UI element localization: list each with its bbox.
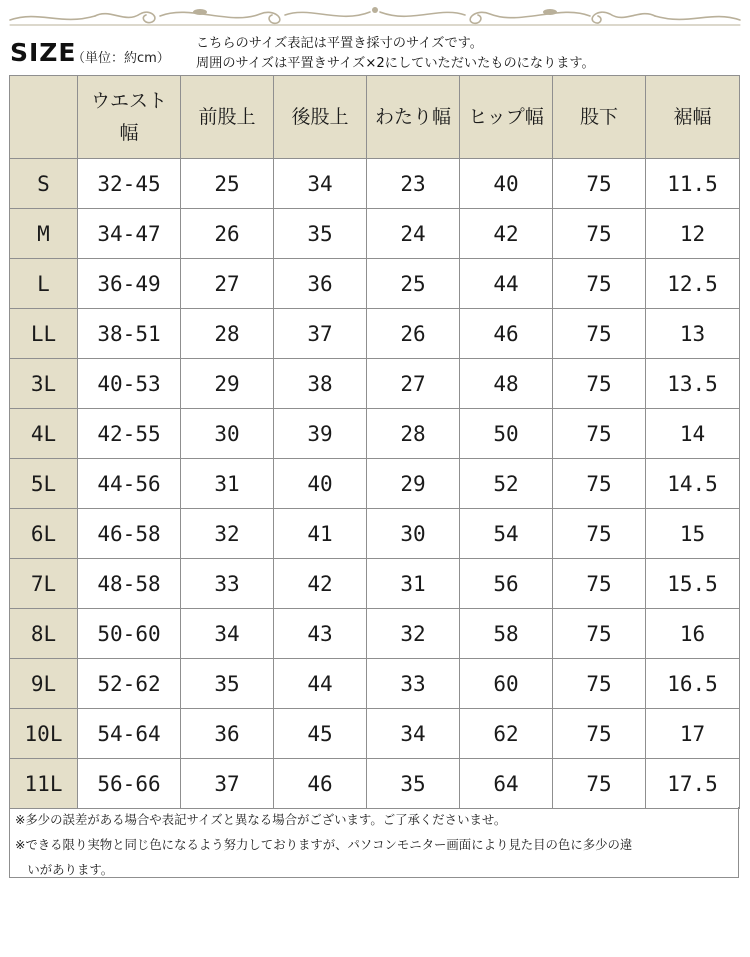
- table-cell: 16.5: [646, 659, 740, 709]
- table-cell: 52: [460, 459, 553, 509]
- table-row: [10, 759, 740, 809]
- table-cell: 75: [553, 459, 646, 509]
- table-cell: 13.5: [646, 359, 740, 409]
- table-cell: 28: [367, 409, 460, 459]
- table-cell: 28: [181, 309, 274, 359]
- table-cell: 56-66: [78, 759, 181, 809]
- measurement-note-line: こちらのサイズ表記は平置き採寸のサイズです。: [196, 36, 483, 51]
- table-cell: 75: [553, 709, 646, 759]
- size-label-cell: 3L: [10, 359, 78, 409]
- table-cell: 64: [460, 759, 553, 809]
- table-cell: 33: [367, 659, 460, 709]
- table-cell: 26: [367, 309, 460, 359]
- table-cell: 48-58: [78, 559, 181, 609]
- column-header-back-rise: 後股上: [274, 76, 367, 159]
- table-cell: 39: [274, 409, 367, 459]
- table-cell: 38: [274, 359, 367, 409]
- table-cell: 45: [274, 709, 367, 759]
- table-cell: 16: [646, 609, 740, 659]
- table-cell: 26: [181, 209, 274, 259]
- size-label-cell: 4L: [10, 409, 78, 459]
- table-cell: 50: [460, 409, 553, 459]
- table-cell: 32-45: [78, 159, 181, 209]
- table-cell: 37: [181, 759, 274, 809]
- table-cell: 75: [553, 209, 646, 259]
- table-cell: 41: [274, 509, 367, 559]
- table-cell: 58: [460, 609, 553, 659]
- table-cell: 30: [367, 509, 460, 559]
- table-cell: 75: [553, 559, 646, 609]
- table-cell: 30: [181, 409, 274, 459]
- column-header-thigh: わたり幅: [367, 76, 460, 159]
- table-cell: 34: [367, 709, 460, 759]
- unit-label: （単位：約cm）: [72, 51, 170, 66]
- table-cell: 56: [460, 559, 553, 609]
- decorative-flourish-border: [0, 0, 750, 32]
- table-cell: 75: [553, 309, 646, 359]
- table-row: [10, 709, 740, 759]
- table-header-row: [10, 76, 740, 159]
- table-cell: 33: [181, 559, 274, 609]
- table-cell: 40: [460, 159, 553, 209]
- table-cell: 42: [460, 209, 553, 259]
- table-cell: 54-64: [78, 709, 181, 759]
- table-cell: 29: [367, 459, 460, 509]
- table-cell: 37: [274, 309, 367, 359]
- table-cell: 75: [553, 259, 646, 309]
- table-cell: 34: [181, 609, 274, 659]
- table-cell: 29: [181, 359, 274, 409]
- table-cell: 32: [367, 609, 460, 659]
- table-cell: 46: [460, 309, 553, 359]
- table-cell: 75: [553, 159, 646, 209]
- table-cell: 24: [367, 209, 460, 259]
- table-row: [10, 359, 740, 409]
- table-cell: 38-51: [78, 309, 181, 359]
- table-cell: 27: [367, 359, 460, 409]
- table-row: [10, 459, 740, 509]
- size-label-cell: 6L: [10, 509, 78, 559]
- size-label-cell: M: [10, 209, 78, 259]
- measurement-note-line: 周囲のサイズは平置きサイズ×2にしていただいたものになります。: [196, 56, 595, 71]
- column-header-size: [10, 76, 78, 159]
- table-cell: 75: [553, 609, 646, 659]
- table-cell: 40-53: [78, 359, 181, 409]
- table-cell: 36-49: [78, 259, 181, 309]
- table-cell: 46: [274, 759, 367, 809]
- table-row: [10, 659, 740, 709]
- table-cell: 15.5: [646, 559, 740, 609]
- footnote-line: いがあります。: [15, 862, 114, 877]
- table-cell: 23: [367, 159, 460, 209]
- column-header-hip: ヒップ幅: [460, 76, 553, 159]
- size-table: [9, 75, 740, 809]
- table-cell: 43: [274, 609, 367, 659]
- table-cell: 17: [646, 709, 740, 759]
- table-cell: 14: [646, 409, 740, 459]
- size-label-cell: 8L: [10, 609, 78, 659]
- size-label-cell: S: [10, 159, 78, 209]
- table-row: [10, 559, 740, 609]
- table-cell: 75: [553, 659, 646, 709]
- table-row: [10, 409, 740, 459]
- table-cell: 31: [367, 559, 460, 609]
- table-cell: 44: [274, 659, 367, 709]
- table-cell: 75: [553, 359, 646, 409]
- column-header-waist: ウエスト幅: [78, 76, 181, 159]
- table-cell: 35: [367, 759, 460, 809]
- table-cell: 12: [646, 209, 740, 259]
- table-cell: 25: [367, 259, 460, 309]
- table-cell: 11.5: [646, 159, 740, 209]
- footnote-line: ※できる限り実物と同じ色になるよう努力しておりますが、パソコンモニター画面により見た目の色に多少の違: [15, 837, 633, 852]
- column-header-front-rise: 前股上: [181, 76, 274, 159]
- table-cell: 34: [274, 159, 367, 209]
- table-row: [10, 259, 740, 309]
- table-cell: 52-62: [78, 659, 181, 709]
- table-cell: 44-56: [78, 459, 181, 509]
- table-cell: 36: [181, 709, 274, 759]
- table-cell: 27: [181, 259, 274, 309]
- size-label-cell: LL: [10, 309, 78, 359]
- table-cell: 48: [460, 359, 553, 409]
- table-cell: 31: [181, 459, 274, 509]
- table-cell: 54: [460, 509, 553, 559]
- table-cell: 32: [181, 509, 274, 559]
- table-cell: 15: [646, 509, 740, 559]
- table-row: [10, 309, 740, 359]
- size-label-cell: L: [10, 259, 78, 309]
- column-header-inseam: 股下: [553, 76, 646, 159]
- table-cell: 35: [181, 659, 274, 709]
- table-cell: 50-60: [78, 609, 181, 659]
- table-cell: 75: [553, 409, 646, 459]
- size-label-cell: 7L: [10, 559, 78, 609]
- table-cell: 34-47: [78, 209, 181, 259]
- table-cell: 40: [274, 459, 367, 509]
- column-header-hem: 裾幅: [646, 76, 740, 159]
- table-cell: 62: [460, 709, 553, 759]
- table-cell: 36: [274, 259, 367, 309]
- table-cell: 13: [646, 309, 740, 359]
- table-cell: 46-58: [78, 509, 181, 559]
- table-cell: 14.5: [646, 459, 740, 509]
- size-label-cell: 5L: [10, 459, 78, 509]
- size-label-cell: 10L: [10, 709, 78, 759]
- table-cell: 60: [460, 659, 553, 709]
- measurement-notes: [196, 34, 595, 74]
- table-row: [10, 609, 740, 659]
- table-row: [10, 509, 740, 559]
- table-cell: 25: [181, 159, 274, 209]
- table-row: [10, 209, 740, 259]
- table-cell: 17.5: [646, 759, 740, 809]
- size-label-cell: 11L: [10, 759, 78, 809]
- table-cell: 75: [553, 759, 646, 809]
- table-cell: 42: [274, 559, 367, 609]
- table-cell: 35: [274, 209, 367, 259]
- footnotes: [9, 807, 739, 878]
- size-chart-title: SIZE: [10, 38, 77, 67]
- table-row: [10, 159, 740, 209]
- table-cell: 75: [553, 509, 646, 559]
- table-cell: 12.5: [646, 259, 740, 309]
- table-cell: 42-55: [78, 409, 181, 459]
- footnote-line: ※多少の誤差がある場合や表記サイズと異なる場合がございます。ご了承くださいませ。: [15, 812, 507, 827]
- table-cell: 44: [460, 259, 553, 309]
- size-label-cell: 9L: [10, 659, 78, 709]
